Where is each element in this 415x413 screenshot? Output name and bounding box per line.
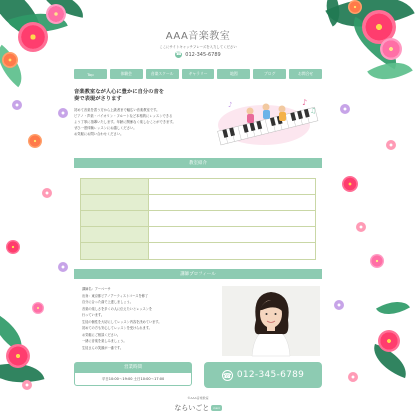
business-hours-box xyxy=(74,362,192,386)
table-value-cell xyxy=(149,227,315,242)
svg-text:♫: ♫ xyxy=(310,107,317,115)
profile-text xyxy=(74,286,216,356)
instructor-portrait xyxy=(222,286,320,356)
page-content xyxy=(74,0,322,412)
table-header-cell xyxy=(81,211,149,226)
profile-line: 行っています。 xyxy=(82,313,105,317)
phone-contact-button[interactable] xyxy=(204,362,322,388)
nav-item-blog[interactable]: ブログ xyxy=(253,69,286,79)
profile-line: 生徒さんの笑顔が一番です。 xyxy=(82,345,124,350)
table-header-cell xyxy=(81,243,149,259)
header-phone-number: 012-345-6789 xyxy=(185,51,221,58)
intro-body-line: お気軽にお問い合わせください。 xyxy=(74,132,124,136)
intro-body-line: 初めて音楽を習う方から上級者まで幅広い音楽教室です。 xyxy=(74,108,160,112)
section-title-profile: 講師プロフィール xyxy=(74,269,322,279)
site-tagline: ここにサイトキャッチフレーズを入力してください xyxy=(159,45,237,49)
nav-item-top[interactable]: Top xyxy=(74,69,107,79)
brand-name: ならいごと xyxy=(174,404,210,412)
instructor-photo xyxy=(222,286,320,356)
header-phone[interactable] xyxy=(74,51,322,58)
main-nav xyxy=(74,69,322,79)
piano-keys-illustration xyxy=(214,93,322,149)
nav-item-school[interactable]: 音楽スクール xyxy=(146,69,179,79)
table-header-cell xyxy=(81,227,149,242)
bottom-info xyxy=(74,362,322,388)
profile-line: 自分に合った曲で上達しましょう。 xyxy=(82,300,133,304)
table-header-cell xyxy=(81,195,149,210)
intro-heading-line: 奏で表現がさります xyxy=(74,96,122,102)
piano-illustration xyxy=(214,93,322,149)
site-title[interactable]: AAA音楽教室 xyxy=(165,31,231,42)
table-row xyxy=(81,211,315,227)
table-value-cell xyxy=(149,179,315,194)
intro-section xyxy=(74,89,322,149)
table-header-cell xyxy=(81,179,149,194)
section-title-lesson-info: 教室紹介 xyxy=(74,158,322,168)
intro-body-line: よう丁寧に指導いたします。年齢に関係なく楽しむことができます。 xyxy=(74,120,176,124)
svg-text:♪: ♪ xyxy=(228,101,233,109)
intro-body-line: ピアノ・声楽・バイオリン・フルートなど本格的にレッスンできる xyxy=(74,114,173,118)
intro-heading-line: 音楽教室なが人心に豊かに自分の音を xyxy=(74,89,165,95)
table-value-cell xyxy=(149,195,315,210)
site-header xyxy=(74,0,322,58)
profile-line: 出身：東京都ピアノアーティストコースを修了 xyxy=(82,293,149,298)
profile-line: 初めての方も安心してレッスンを受けられます。 xyxy=(82,326,152,330)
profile-line: お気軽にご相談ください。 xyxy=(82,332,121,337)
table-value-cell xyxy=(149,243,315,259)
svg-text:♪: ♪ xyxy=(302,98,308,107)
profile-line: 生徒の個性を大切にしてレッスン内容を決めています。 xyxy=(82,319,162,324)
nav-item-map[interactable]: 地図 xyxy=(217,69,250,79)
profile-line: 一緒に音楽を楽しみましょう。 xyxy=(82,339,127,343)
table-value-cell xyxy=(149,211,315,226)
nav-item-contact[interactable]: お問合せ xyxy=(289,69,322,79)
phone-icon: ☎ xyxy=(222,371,232,380)
profile-line: 音楽の楽しさを多くの人に伝えたいとレッスンを xyxy=(82,306,153,311)
site-footer xyxy=(74,396,322,413)
table-row xyxy=(81,195,315,211)
phone-icon: ☎ xyxy=(175,51,182,57)
profile-line: 講師名：アーベーサ xyxy=(82,287,111,291)
table-row xyxy=(81,243,315,259)
intro-text xyxy=(74,89,206,149)
intro-body-line: ぜひ一度体験レッスンにお越しください。 xyxy=(74,126,137,130)
brand-badge: navi xyxy=(213,406,220,410)
table-row xyxy=(81,227,315,243)
nav-item-trial[interactable]: 体験会 xyxy=(110,69,143,79)
intro-heading xyxy=(74,89,206,103)
brand-logo[interactable] xyxy=(74,403,322,413)
profile-section xyxy=(74,286,322,356)
phone-number: 012-345-6789 xyxy=(236,370,305,380)
intro-body xyxy=(74,107,206,137)
business-hours-text: 平日10:00〜19:00 土日10:00〜17:00 xyxy=(101,377,165,381)
copyright-text: ©AAA音楽教室 xyxy=(187,396,209,400)
table-row xyxy=(81,179,315,195)
info-table xyxy=(80,178,316,260)
nav-item-gallery[interactable]: ギャラリー xyxy=(182,69,215,79)
business-hours-title: 営業時間 xyxy=(75,363,191,373)
